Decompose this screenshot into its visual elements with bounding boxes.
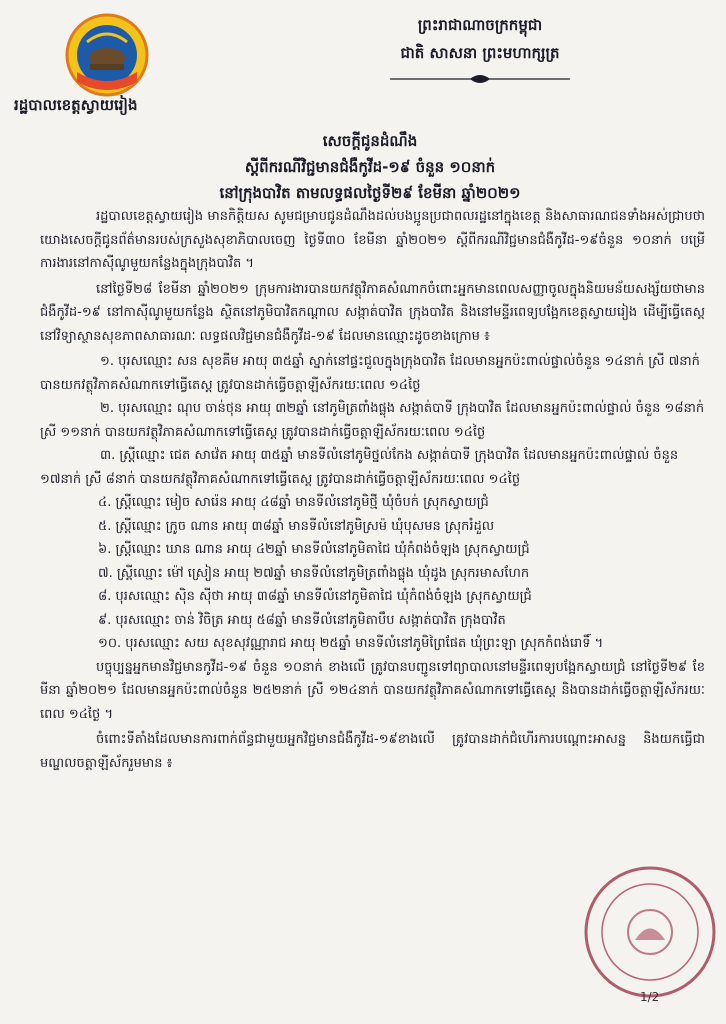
ornament-divider-icon: [390, 72, 570, 86]
case-item: ១. បុរសឈ្មោះ សន សុខគីម អាយុ ៣៥ឆ្នាំ ស្នាក់នៅផ្ទះជួលក្នុងក្រុងបាវិត ដែលមានអ្នកប៉ះពាល់ផ្ទាល់ចំនួន ១៤នាក់ ស្រី ៧នាក់ បានយកវត្ថុវិភាគសំណាកទៅធ្វើតេស្ត ត្រូវបានដាក់ធ្វើចត្តាឡីស័ករយៈពេល ១៤ថ្ងៃ: [40, 354, 700, 393]
case-item: ៧. ស្ត្រីឈ្មោះ ម៉ៅ ស្រៀន អាយុ ២៧ឆ្នាំ មានទីលំនៅភូមិត្រពាំងផ្លុង ឃុំដូង ស្រុករមាសហែក: [98, 565, 530, 581]
announcement-body: [40, 205, 705, 777]
case-item: ៣. ស្ត្រីឈ្មោះ ជេត សាវ៉េត អាយុ ៣៥ឆ្នាំ មានទីលំនៅភូមិថ្នល់កែង សង្កាត់បាទី ក្រុងបាវិត ដែលមានអ្នកប៉ះពាល់ផ្ទាល់ ចំនួន ១៧នាក់ ស្រី ៨នាក់ បានយកវត្ថុវិភាគសំណាកទៅធ្វើតេស្ត ត្រូវបានដាក់ធ្វើចត្តាឡីស័ករយៈពេល ១៤ថ្ងៃ: [40, 448, 679, 487]
summary-paragraph: បច្ចុប្បន្នអ្នកមានវិជ្ជមានកូវីដ-១៩ ចំនួន ១០នាក់ ខាងលើ ត្រូវបានបញ្ជូនទៅព្យាបាលនៅមន្ទីរពេទ្យបង្អែកស្វាយជ្រំ នៅថ្ងៃទី២៩ ខែមីនា ឆ្នាំ២០២១ ដែលមានអ្នកប៉ះពាល់ចំនួន ២៥២នាក់ ស្រី ១២៤នាក់ បានយកវត្ថុវិភាគសំណាកទៅធ្វើតេស្ត និងបានដាក់ធ្វើចត្តាឡីស័ករយៈពេល ១៤ថ្ងៃ ។: [40, 659, 705, 722]
case-item: ២. បុរសឈ្មោះ ណុប ចាន់ថុន អាយុ ៣២ឆ្នាំ នៅភូមិត្រពាំងផ្លុង សង្កាត់បាទី ក្រុងបាវិត ដែលមានអ្នកប៉ះពាល់ផ្ទាល់ ចំនួន ១៨នាក់ ស្រី ១១នាក់ បានយកវត្ថុវិភាគសំណាកទៅធ្វើតេស្ត ត្រូវបានដាក់ធ្វើចត្តាឡីស័ករយៈពេល ១៤ថ្ងៃ: [40, 401, 705, 440]
case-item: ៨. បុរសឈ្មោះ ស៊ិន ស៊ីថា អាយុ ៣៨ឆ្នាំ មានទីលំនៅភូមិតាជៃ ឃុំកំពង់ចំឡង ស្រុកស្វាយជ្រំ: [98, 589, 532, 604]
title-line-3: នៅក្រុងបាវិត តាមលទ្ធផលថ្ងៃទី២៩ ខែមីនា ឆ្នាំ២០២១: [219, 184, 521, 202]
case-item: ៤. ស្ត្រីឈ្មោះ មៀច សារ៉េន អាយុ ៤៨ឆ្នាំ មានទីលំនៅភូមិថ្មី ឃុំចំបក់ ស្រុកស្វាយជ្រំ: [98, 495, 489, 510]
title-line-1: សេចក្តីជូនដំណឹង: [322, 132, 418, 150]
page-marker: 1/2: [640, 990, 660, 1004]
title-line-2: ស្តីពីករណីវិជ្ជមានជំងឺកូវីដ-១៩ ចំនួន ១០នាក់: [244, 158, 496, 176]
case-item: ១០. បុរសឈ្មោះ សយ សុខសុវណ្ណារាជ អាយុ ២៥ឆ្នាំ មានទីលំនៅភូមិព្រៃផែត ឃុំព្រះឡា ស្រុកកំពង់រោទិ៍ ។: [98, 636, 604, 651]
case-item: ៥. ស្ត្រីឈ្មោះ ក្រូច ណាន អាយុ ៣៨ឆ្នាំ មានទីលំនៅភូមិស្រម៉ ឃុំបុសមន ស្រុករំដួល: [98, 518, 495, 534]
case-item: ៩. បុរសឈ្មោះ ចាន់ វិចិត្រ អាយុ ៥៨ឆ្នាំ មានទីលំនៅភូមិតាបឹប សង្កាត់បាវិត ក្រុងបាវិត: [98, 612, 506, 628]
province-emblem-icon: [62, 12, 152, 98]
closing-paragraph: ចំពោះទីតាំងដែលមានការពាក់ព័ន្ធជាមួយអ្នកវិជ្ជមានជំងឺកូវីដ-១៩ខាងលើ ត្រូវបានដាក់ជំហើរការបណ្តោះអាសន្ន និងយកធ្វើជាមណ្ឌលចត្តាឡីស័ករួមមាន ៖: [40, 732, 705, 771]
intro-paragraph: រដ្ឋបាលខេត្តស្វាយរៀង មានកិត្តិយស សូមជម្រាបជូនដំណឹងដល់បងប្អូនប្រជាពលរដ្ឋនៅក្នុងខេត្ត និងសាធារណជនទាំងអស់ជ្រាបថា យោងសេចក្តីជូនព័ត៌មានរបស់ក្រសួងសុខាភិបាលចេញ ថ្ងៃទី៣០ ខែមីនា ឆ្នាំ២០២១ ស្តីពីករណីវិជ្ជមានជំងឺកូវីដ-១៩ចំនួន ១០នាក់ បម្រើការងារនៅកាស៊ីណូមួយកន្លែងក្នុងក្រុងបាវិត ។: [40, 209, 705, 271]
kingdom-heading: ព្រះរាជាណាចក្រកម្ពុជា: [417, 16, 543, 34]
case-item: ៦. ស្ត្រីឈ្មោះ ឃាន ណាន អាយុ ៤២ឆ្នាំ មានទីលំនៅភូមិតាជៃ ឃុំកំពង់ចំឡង ស្រុកស្វាយជ្រំ: [98, 542, 530, 557]
national-motto: ជាតិ សាសនា ព្រះមហាក្សត្រ: [400, 44, 560, 62]
official-stamp-icon: [580, 862, 720, 1002]
detail-paragraph: នៅថ្ងៃទី២៨ ខែមីនា ឆ្នាំ២០២១ ក្រុមការងារបានយកវត្ថុវិភាគសំណាកចំពោះអ្នកមានពេលសញ្ញាចូលក្នុងនិយមន័យសង្ស័យថាមានជំងឺកូវីដ-១៩ នៅកាស៊ីណូមួយកន្លែង ស្ថិតនៅភូមិបាវិតកណ្តាល សង្កាត់បាវិត ក្រុងបាវិត និងនៅមន្ទីរពេទ្យបង្អែកខេត្តស្វាយរៀង ដើម្បីធ្វើតេស្តនៅវិទ្យាស្ថានសុខភាពសាធារណៈ លទ្ធផលវិជ្ជមានជំងឺកូវីដ-១៩ ដែលមានឈ្មោះដូចខាងក្រោម ៖: [40, 281, 705, 344]
province-admin-name: រដ្ឋបាលខេត្តស្វាយរៀង: [14, 96, 138, 114]
announcement-title: [120, 128, 620, 206]
